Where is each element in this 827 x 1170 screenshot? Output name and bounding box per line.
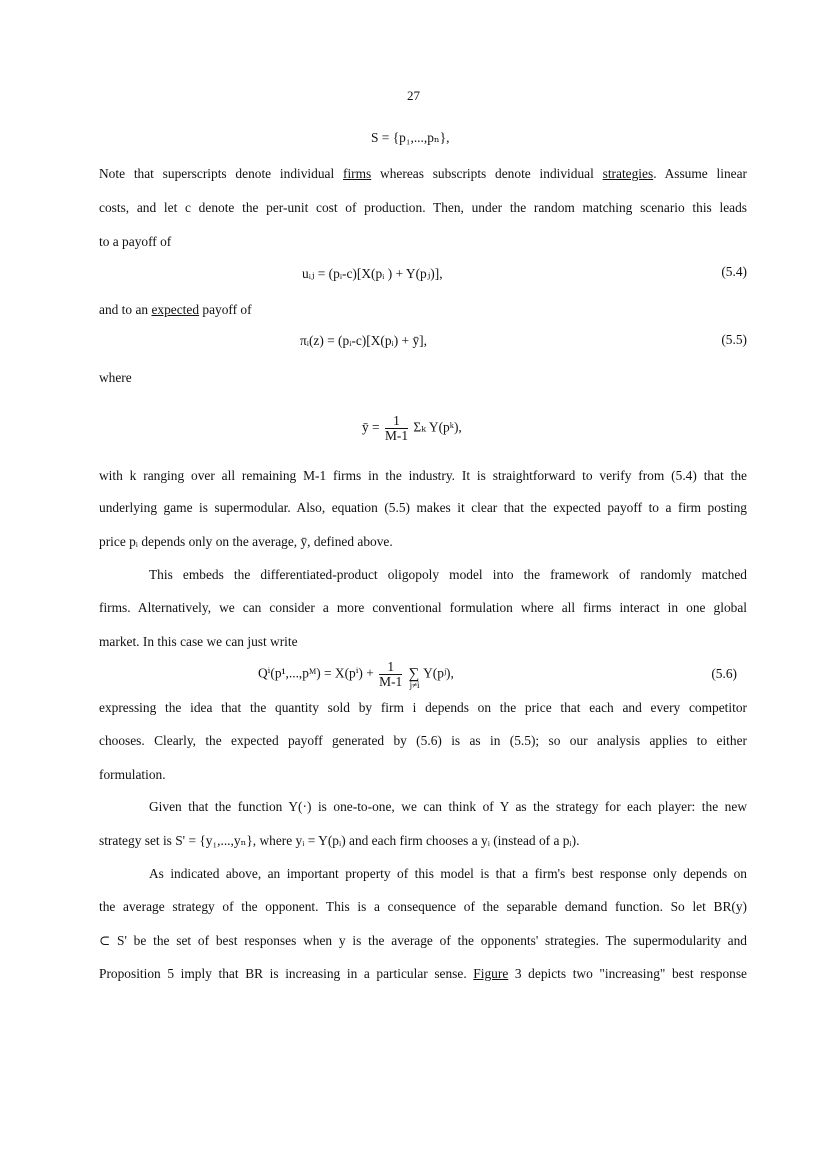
equation-5-6: Qⁱ(p¹,...,pᴹ) = X(pⁱ) + $\frac{1}{M-1}$ ∑ j≠i Y(pʲ),	[258, 659, 454, 690]
paragraph-line: and to an expected payoff of	[99, 302, 252, 317]
paragraph-line: expressing the idea that the quantity sold by firm i depends on the price that each and every competitor	[99, 700, 747, 715]
equation-number: (5.6)	[711, 666, 737, 681]
equation-ybar: ȳ = $\frac{1}{M-1}$ Σₖ Y(pᵏ),	[362, 413, 462, 443]
paragraph-line: chooses. Clearly, the expected payoff generated by (5.6) is as in (5.5); so our analysis applies to either	[99, 733, 747, 748]
equation-number: (5.4)	[721, 264, 747, 279]
equation-5-4: uᵢⱼ = (pᵢ-c)[X(pᵢ ) + Y(pⱼ)],	[302, 266, 443, 281]
paragraph-line: costs, and let c denote the per-unit cost of production. Then, under the random matching scenario this leads	[99, 200, 747, 215]
paragraph-line: price pᵢ depends only on the average, ȳ, defined above.	[99, 534, 393, 549]
page-number: 27	[407, 88, 420, 103]
paragraph-line: market. In this case we can just write	[99, 634, 298, 649]
paragraph-line: to a payoff of	[99, 234, 172, 249]
paragraph-line: firms. Alternatively, we can consider a more conventional formulation where all firms interact in one global	[99, 600, 747, 615]
paragraph-line: strategy set is S' = {y₁,...,yₙ}, where yᵢ = Y(pᵢ) and each firm chooses a yᵢ (instead of a pᵢ).	[99, 833, 580, 848]
equation-strategy-set: S = {p₁,...,pₙ},	[371, 130, 450, 145]
paragraph-line: the average strategy of the opponent. This is a consequence of the separable demand function. So let BR(y)	[99, 899, 747, 914]
paragraph-line: Note that superscripts denote individual firms whereas subscripts denote individual strategies. Assume linear	[99, 166, 747, 181]
paragraph-line: with k ranging over all remaining M-1 firms in the industry. It is straightforward to verify from (5.4) that the	[99, 468, 747, 483]
paragraph-line: where	[99, 370, 132, 385]
paragraph-line: underlying game is supermodular. Also, equation (5.5) makes it clear that the expected payoff to a firm posting	[99, 500, 747, 515]
summation-symbol: ∑ j≠i	[408, 665, 420, 690]
paragraph-line: This embeds the differentiated-product oligopoly model into the framework of randomly matched	[149, 567, 747, 582]
paragraph-line: As indicated above, an important property of this model is that a firm's best response only depends on	[149, 866, 747, 881]
paragraph-line: ⊂ S' be the set of best responses when y is the average of the opponents' strategies. The supermodularity and	[99, 933, 747, 948]
paragraph-line: formulation.	[99, 767, 166, 782]
equation-5-5: πᵢ(z) = (pᵢ-c)[X(pᵢ) + ȳ],	[300, 333, 427, 348]
paragraph-line: Proposition 5 imply that BR is increasing in a particular sense. Figure 3 depicts two "increasing" best response	[99, 966, 748, 981]
equation-number: (5.5)	[721, 332, 747, 347]
paragraph-line: Given that the function Y(·) is one-to-one, we can think of Y as the strategy for each player: the new	[149, 799, 747, 814]
